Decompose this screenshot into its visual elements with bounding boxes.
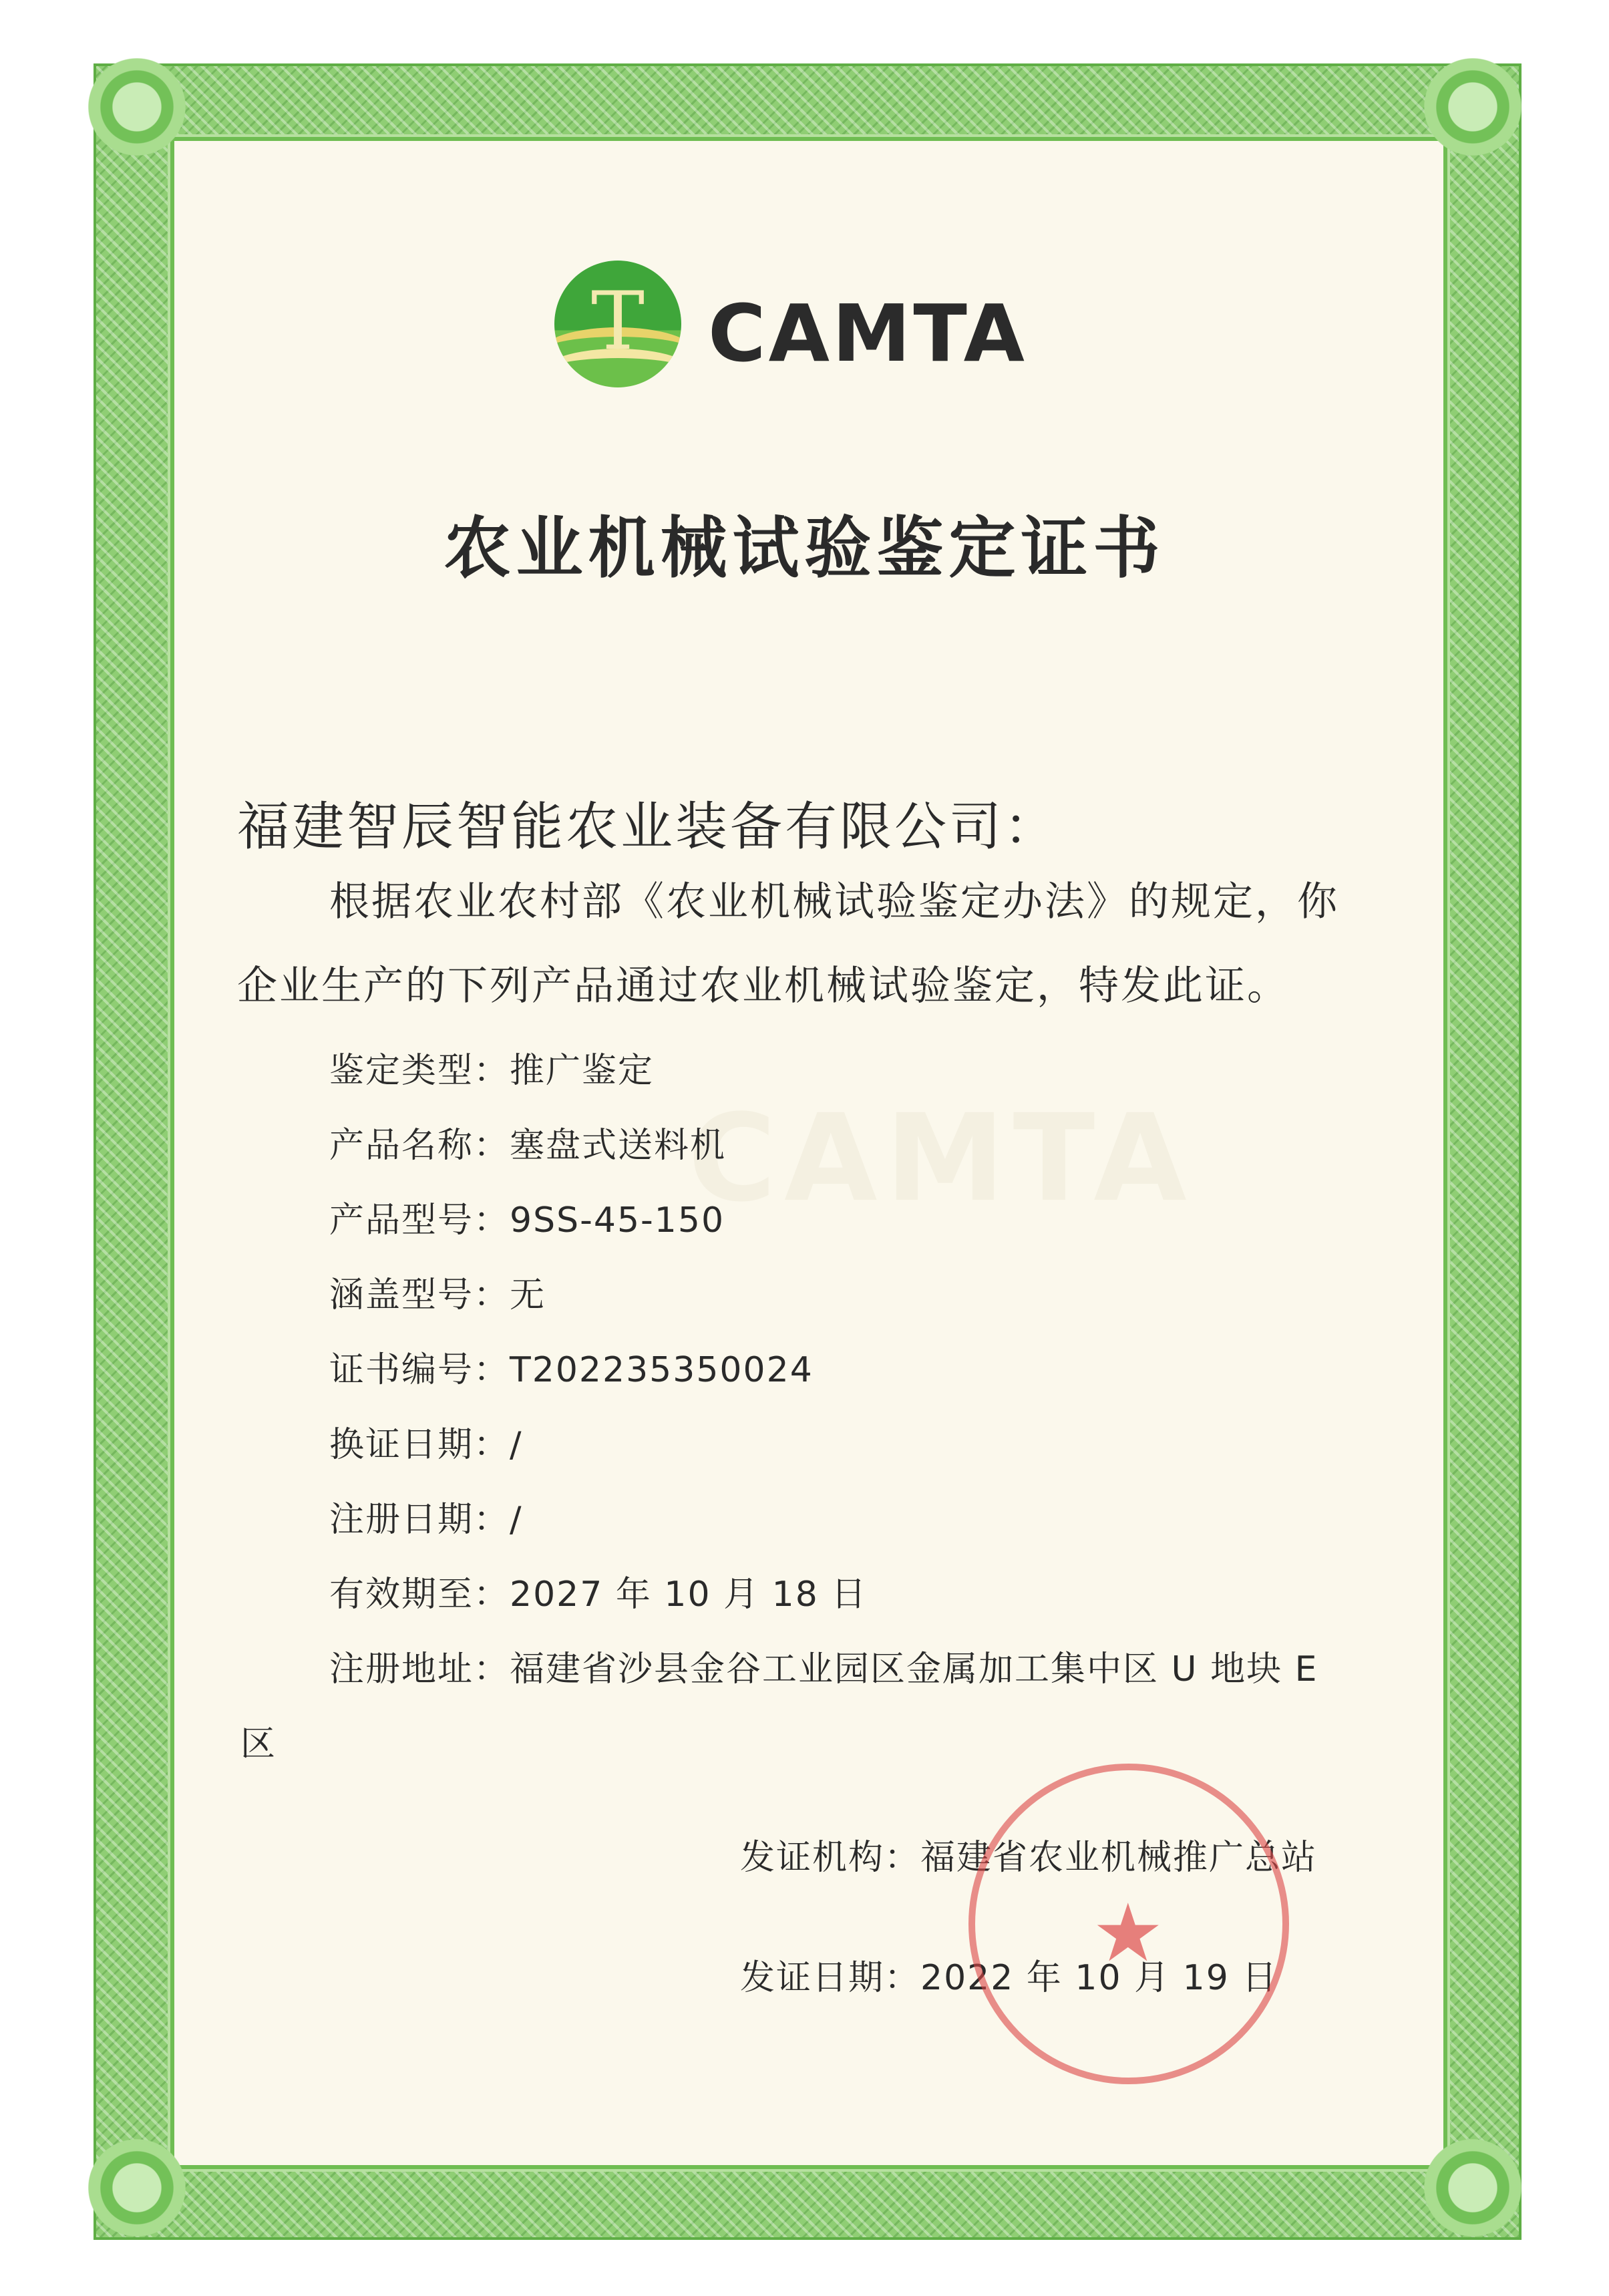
addressee: 福建智辰智能农业装备有限公司：	[237, 797, 1059, 857]
issue-date: 发证日期：2022 年 10 月 19 日	[740, 1958, 1278, 1998]
field-address-cont: 区	[240, 1724, 277, 1764]
logo-emblem-icon	[554, 261, 681, 387]
logo-mark: T	[590, 275, 645, 368]
corner-ornament-top-right	[1416, 50, 1530, 164]
field-type: 鉴定类型：推广鉴定	[329, 1051, 655, 1091]
watermark: CAMTA	[688, 1089, 1195, 1228]
field-product-name: 产品名称：塞盘式送料机	[329, 1126, 727, 1166]
logo-text: CAMTA	[708, 287, 1027, 379]
star-icon: ★	[1092, 1887, 1164, 1980]
field-valid-until: 有效期至：2027 年 10 月 18 日	[329, 1575, 868, 1615]
field-renew-date: 换证日期：/	[329, 1425, 523, 1465]
body-line-1: 根据农业农村部《农业机械试验鉴定办法》的规定，你	[329, 878, 1339, 925]
corner-ornament-bottom-right	[1416, 2131, 1530, 2245]
certificate-title: 农业机械试验鉴定证书	[443, 509, 1166, 587]
field-register-date: 注册日期：/	[329, 1500, 523, 1540]
corner-ornament-bottom-left	[80, 2131, 194, 2245]
field-cert-number: 证书编号：T202235350024	[329, 1350, 814, 1390]
body-line-2: 企业生产的下列产品通过农业机械试验鉴定，特发此证。	[237, 963, 1289, 1009]
official-seal	[968, 1764, 1289, 2084]
corner-ornament-top-left	[80, 50, 194, 164]
field-covered-model: 涵盖型号：无	[329, 1275, 546, 1315]
field-address: 注册地址：福建省沙县金谷工业园区金属加工集中区 U 地块 E	[329, 1649, 1318, 1689]
field-model: 产品型号：9SS-45-150	[329, 1200, 725, 1241]
issuing-organization: 发证机构：福建省农业机械推广总站	[740, 1838, 1318, 1878]
